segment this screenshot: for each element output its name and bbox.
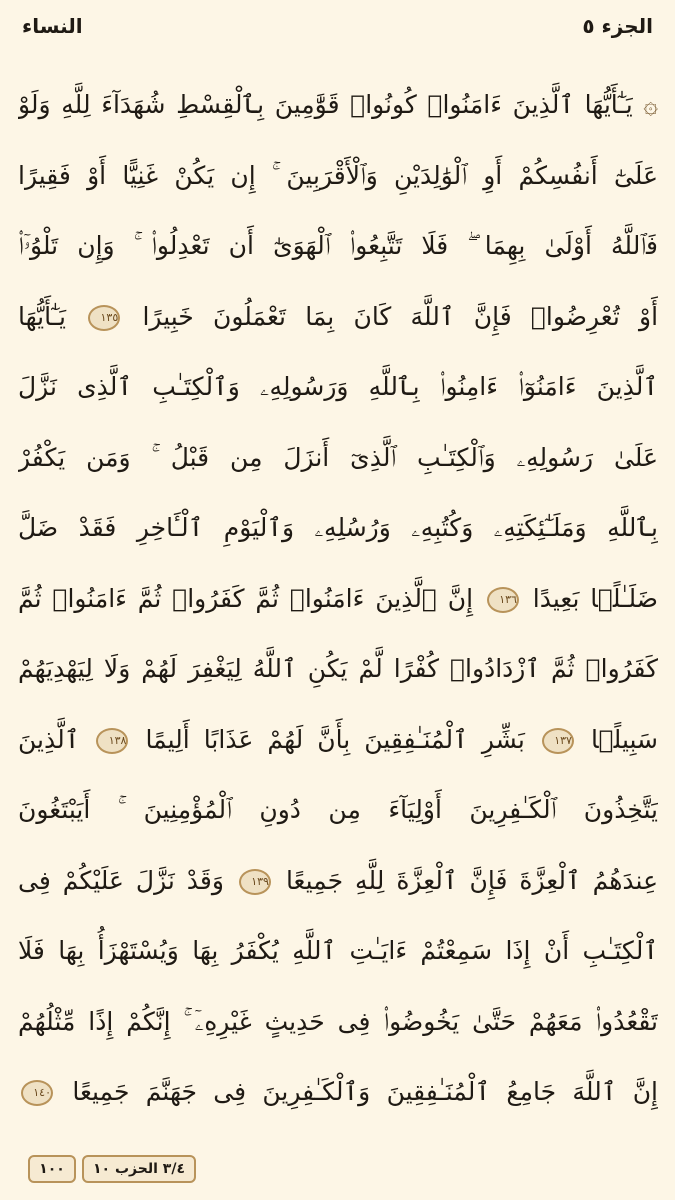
line-text: عِندَهُمُ ٱلْعِزَّةَ فَإِنَّ ٱلْعِزَّةَ لِلَّهِ جَمِيعًا xyxy=(285,865,658,895)
text-line xyxy=(18,564,658,635)
line-text-continued: وَقَدْ نَزَّلَ عَلَيْكُمْ فِى xyxy=(18,865,224,895)
line-text: كَفَرُوا۟ ثُمَّ ٱزْدَادُوا۟ كُفْرًا لَّمْ يَكُنِ ٱللَّهُ لِيَغْفِرَ لَهُمْ وَلَا لِيَهْدِيَهُمْ xyxy=(18,654,658,683)
ayah-number-marker: ١٣٧ xyxy=(542,728,574,754)
line-text: عَلَىٰٓ أَنفُسِكُمْ أَوِ ٱلْوَٰلِدَيْنِ وَٱلْأَقْرَبِينَ ۚ إِن يَكُنْ غَنِيًّا أَوْ فَقِيرًا xyxy=(18,160,658,190)
ayah-number-marker: ١٣٨ xyxy=(96,728,128,754)
ayah-number-marker: ١٣٥ xyxy=(88,305,120,331)
hizb-star-icon: ۞ xyxy=(643,90,658,119)
ayah-number-marker: ١٣٩ xyxy=(239,869,271,895)
page-footer xyxy=(0,1150,675,1190)
text-line xyxy=(18,634,658,705)
line-text: يَتَّخِذُونَ ٱلْكَـٰفِرِينَ أَوْلِيَآءَ مِن دُونِ ٱلْمُؤْمِنِينَ ۚ أَيَبْتَغُونَ xyxy=(18,795,658,824)
text-line xyxy=(18,211,658,282)
text-line xyxy=(18,987,658,1058)
text-line xyxy=(18,352,658,423)
line-text-continued: ٱلَّذِينَ xyxy=(18,724,80,754)
text-line xyxy=(18,282,658,353)
line-text: أَوْ تُعْرِضُوا۟ فَإِنَّ ٱللَّهَ كَانَ بِمَا تَعْمَلُونَ خَبِيرًا xyxy=(142,301,658,331)
surah-name: النساء xyxy=(22,14,83,38)
hizb-indicator: ٣/٤ الحزب ١٠ xyxy=(82,1155,196,1183)
text-line xyxy=(18,423,658,494)
page-number: ١٠٠ xyxy=(28,1155,76,1183)
text-line xyxy=(18,1057,658,1128)
ayah-number-marker: ١٤٠ xyxy=(21,1080,53,1106)
line-text: سَبِيلًۢا xyxy=(591,724,658,754)
line-text: ضَلَـٰلًۢا بَعِيدًا xyxy=(532,583,658,613)
juz-label: الجزء ٥ xyxy=(582,14,653,38)
line-text: ٱلَّذِينَ ءَامَنُوٓا۟ ءَامِنُوا۟ بِٱللَّهِ وَرَسُولِهِۦ وَٱلْكِتَـٰبِ ٱلَّذِى نَزَّلَ xyxy=(18,372,658,401)
text-line xyxy=(18,705,658,776)
ayah-number-marker: ١٣٦ xyxy=(487,587,519,613)
text-line xyxy=(18,775,658,846)
line-text: بِٱللَّهِ وَمَلَـٰٓئِكَتِهِۦ وَكُتُبِهِۦ وَرُسُلِهِۦ وَٱلْيَوْمِ ٱلْـَٔاخِرِ فَقَدْ ضَلَّ xyxy=(18,513,658,542)
text-line xyxy=(18,141,658,212)
line-text: ٱلْكِتَـٰبِ أَنْ إِذَا سَمِعْتُمْ ءَايَـٰتِ ٱللَّهِ يُكْفَرُ بِهَا وَيُسْتَهْزَأُ بِهَا فَلَا xyxy=(18,936,658,965)
text-line xyxy=(18,70,658,141)
text-line xyxy=(18,916,658,987)
page-header xyxy=(0,0,675,60)
line-text: إِنَّ ٱللَّهَ جَامِعُ ٱلْمُنَـٰفِقِينَ وَٱلْكَـٰفِرِينَ فِى جَهَنَّمَ جَمِيعًا xyxy=(72,1077,658,1106)
line-text-continued: يَـٰٓأَيُّهَا xyxy=(18,301,66,331)
line-text: عَلَىٰ رَسُولِهِۦ وَٱلْكِتَـٰبِ ٱلَّذِىٓ أَنزَلَ مِن قَبْلُ ۚ وَمَن يَكْفُرْ xyxy=(18,442,658,472)
line-text-continued: بَشِّرِ ٱلْمُنَـٰفِقِينَ بِأَنَّ لَهُمْ عَذَابًا أَلِيمًا xyxy=(145,724,525,754)
line-text: فَٱللَّهُ أَوْلَىٰ بِهِمَا ۖ فَلَا تَتَّبِعُوا۟ ٱلْهَوَىٰٓ أَن تَعْدِلُوا۟ ۚ وَإِن تَلْوُۥٓا۟ xyxy=(18,231,658,260)
quran-text xyxy=(18,70,658,1128)
line-text-continued: إِنَّ ٱلَّذِينَ ءَامَنُوا۟ ثُمَّ كَفَرُوا۟ ثُمَّ ءَامَنُوا۟ ثُمَّ xyxy=(18,583,474,613)
text-line xyxy=(18,493,658,564)
line-text: يَـٰٓأَيُّهَا ٱلَّذِينَ ءَامَنُوا۟ كُونُوا۟ قَوَّٰمِينَ بِٱلْقِسْطِ شُهَدَآءَ لِلَّهِ وَلَوْ xyxy=(18,90,633,119)
text-line xyxy=(18,846,658,917)
line-text: تَقْعُدُوا۟ مَعَهُمْ حَتَّىٰ يَخُوضُوا۟ فِى حَدِيثٍ غَيْرِهِۦٓ ۚ إِنَّكُمْ إِذًا مِّثْلُهُمْ xyxy=(18,1006,658,1036)
